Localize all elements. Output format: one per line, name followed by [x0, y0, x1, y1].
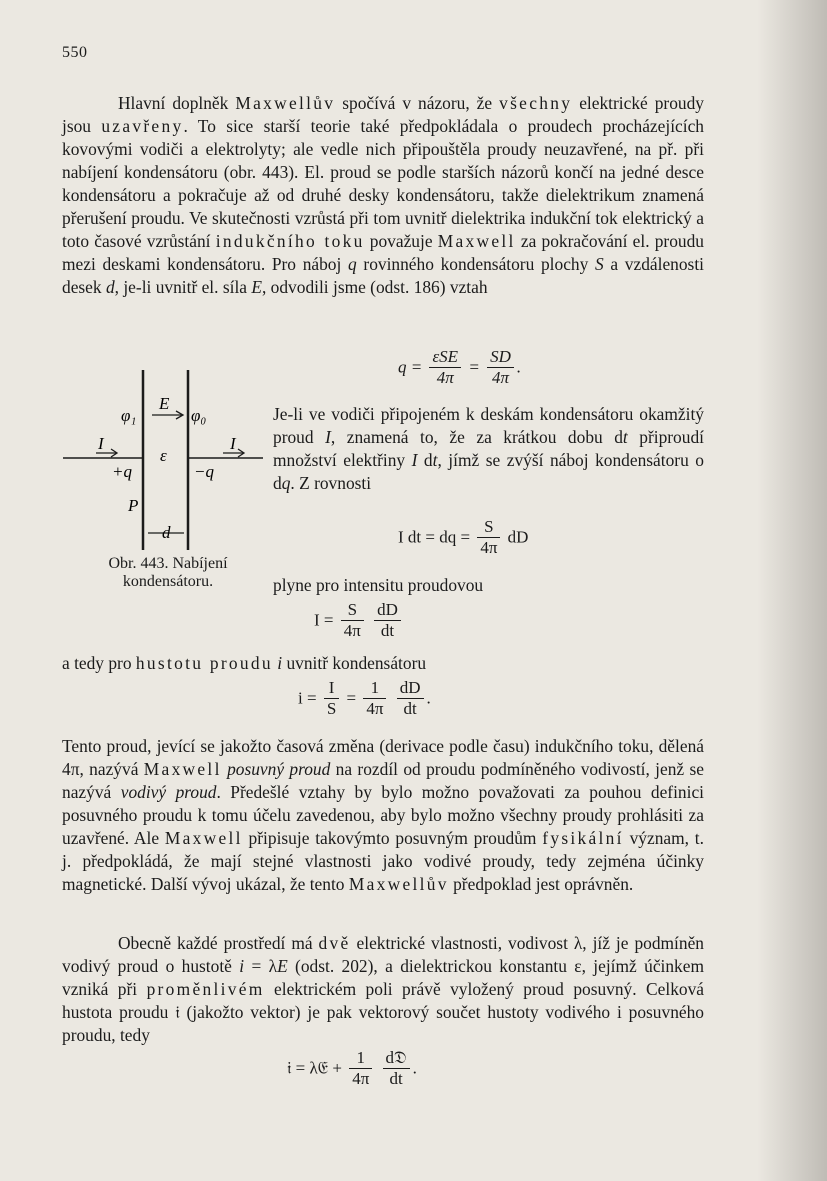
label-I-right: I [230, 434, 236, 453]
equation-total-current: 𝔦 = λ𝔈 + $\frac{1}{4\pi}$ $\frac{\text{d𝔇}}{dt}$ . [287, 1048, 417, 1088]
label-plus-q: +q [112, 462, 132, 481]
page-number: 550 [62, 44, 88, 61]
paragraph-total-current: Obecně každé prostředí má dvě elektrické vlastnosti, vodivost λ, jíž je podmíněn vodivý proud o hustotě i = λE (odst. 202), a dielektrickou konstantu ε, jejímž účinkem vzniká při proměnlivém elektrickém poli právě vyložený proud posuvný. Celková hustota proudu 𝔦 (jakožto vektor) je pak vektorový součet hustoty vodivého i posuvného proudu, tedy [62, 933, 705, 1045]
figure-caption: Obr. 443. Nabíjení kondensátoru. [108, 555, 228, 590]
equation-intensity: I = $\frac{S}{4\pi}$ $\frac{dD}{dt}$ [314, 600, 404, 641]
paragraph-displacement-current: Tento proud, jevící se jakožto časová změna (derivace podle času) indukčního toku, dělená 4π, nazývá Maxwell posuvný proud na rozdíl od proudu podmíněného vodivostí, jenž se nazývá vodivý proud. Předešlé vztahy by bylo možno považovati za pouhou definici posuvného proudu k tomu účelu zavedenou, aby bylo možno všechny proudy prohlásiti za uzavřené. Ale Maxwell připisuje takovýmto posuvným proudům fysikální význam, t. j. předpokládá, že mají stejné vlastnosti jako vodivé proudy, tedy zejména účinky magnetické. Další vývoj ukázal, že tento Maxwellův předpoklad jest oprávněn. [62, 736, 705, 894]
text-current-intensity: plyne pro intensitu proudovou [273, 575, 484, 595]
capacitor-diagram [58, 365, 268, 555]
label-phi0: φ₀ [191, 406, 207, 425]
label-P: P [128, 496, 139, 515]
label-phi1: φ₁ [121, 406, 137, 425]
equation-density: i = $\frac{I}{S}$ = $\frac{1}{4\pi}$ $\frac{dD}{dt}$ . [298, 678, 431, 718]
label-epsilon: ε [160, 446, 167, 465]
page-edge-shadow [757, 0, 827, 1181]
paragraph-maxwell-intro: Hlavní doplněk Maxwellův spočívá v názoru, že všechny elektrické proudy jsou uzavřeny. To sice starší teorie také předpokládala o proudech procházejících kovovými vodiči a elektrolyty; ale vedle nich připouštěla proudy neuzavřené, na př. při nabíjení kondensátoru (obr. 443). El. proud se podle starších názorů končí na jedné desce kondensátoru a pokračuje až od druhé desky kondensátoru, takže dielektrikum znamená přerušení proudu. Ve skutečnosti vzrůstá při tom uvnitř dielektrika indukční tok elektrický a toto časové vzrůstání indukčního toku považuje Maxwell za pokračování el. proudu mezi deskami kondensátoru. Pro náboj q rovinného kondensátoru plochy S a vzdálenosti desek d, je-li uvnitř el. síla E, odvodili jsme (odst. 186) vztah [62, 93, 705, 297]
label-E: E [159, 394, 170, 413]
label-d: d [162, 523, 171, 542]
label-I-left: I [98, 434, 104, 453]
paragraph-current: Je-li ve vodiči připojeném k deskám kondensátoru okamžitý proud I, znamená to, že za krátkou dobu dt připroudí množství elektřiny I dt, jímž se zvýší náboj kondensátoru o dq. Z rovnosti [273, 404, 704, 493]
text-current-density: a tedy pro hustotu proudu i uvnitř kondensátoru [62, 653, 427, 673]
equation-charge: q = $\frac{\text{εSE}}{4\pi}$ = $\frac{SD}{4\pi}$ . [398, 347, 522, 387]
label-minus-q: −q [194, 462, 214, 481]
equation-current-charge: I dt = dq = $\frac{S}{4\pi}$ dD [398, 517, 529, 557]
